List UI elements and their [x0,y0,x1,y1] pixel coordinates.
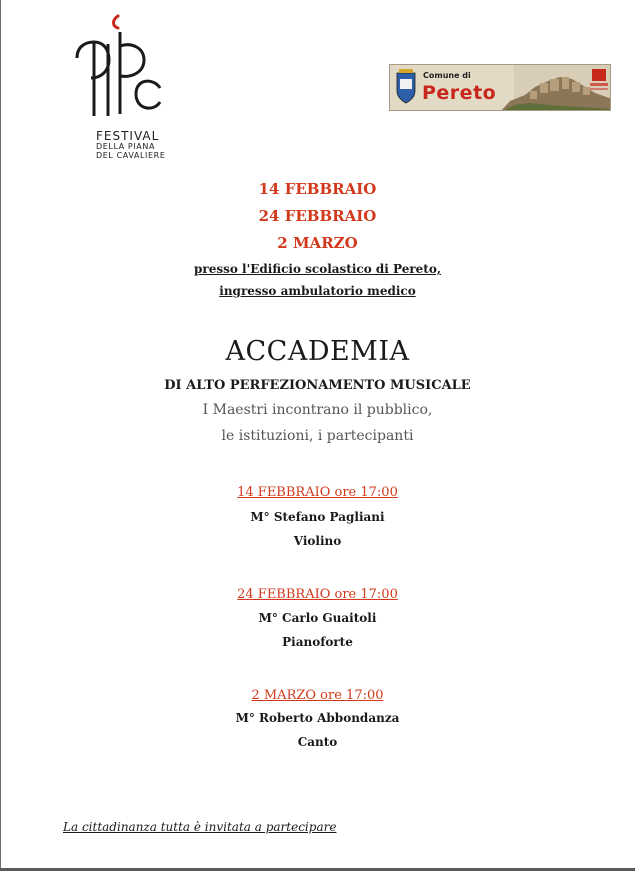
session-1-maestro: M° Stefano Pagliani [250,510,385,524]
festival-logo-text [96,130,165,160]
logo-line-1: FESTIVAL [96,129,160,143]
logo-line-3: DEL CAVALIERE [96,151,166,160]
header-date-1: 14 FEBBRAIO [258,180,377,198]
session-3-maestro: M° Roberto Abbondanza [235,711,400,725]
comune-banner [389,64,611,111]
session-1-instrument: Violino [293,534,342,548]
intro-line-2: le istituzioni, i partecipanti [221,428,414,444]
venue-line-2: ingresso ambulatorio medico [219,284,416,298]
session-1-date: 14 FEBBRAIO ore 17:00 [237,485,398,500]
venue-line-1: presso l'Edificio scolastico di Pereto, [193,262,442,276]
session-2-maestro: M° Carlo Guaitoli [258,611,377,625]
footer-invitation: La cittadinanza tutta è invitata a partecipare [63,820,337,834]
session-3-instrument: Canto [297,735,338,749]
header-date-2: 24 FEBBRAIO [258,207,377,225]
coat-of-arms-icon [397,69,415,103]
event-title: ACCADEMIA [225,336,410,367]
logo-line-2: DELLA PIANA [96,142,156,151]
event-subtitle: DI ALTO PERFEZIONAMENTO MUSICALE [164,378,471,393]
comune-label: Comune di [423,71,471,80]
comune-name: Pereto [422,82,497,104]
session-3-date: 2 MARZO ore 17:00 [251,688,384,703]
session-2-instrument: Pianoforte [282,635,353,649]
festival-logo-icon [74,14,166,118]
session-2-date: 24 FEBBRAIO ore 17:00 [237,587,398,602]
header-date-3: 2 MARZO [277,234,358,252]
intro-line-1: I Maestri incontrano il pubblico, [202,402,433,418]
